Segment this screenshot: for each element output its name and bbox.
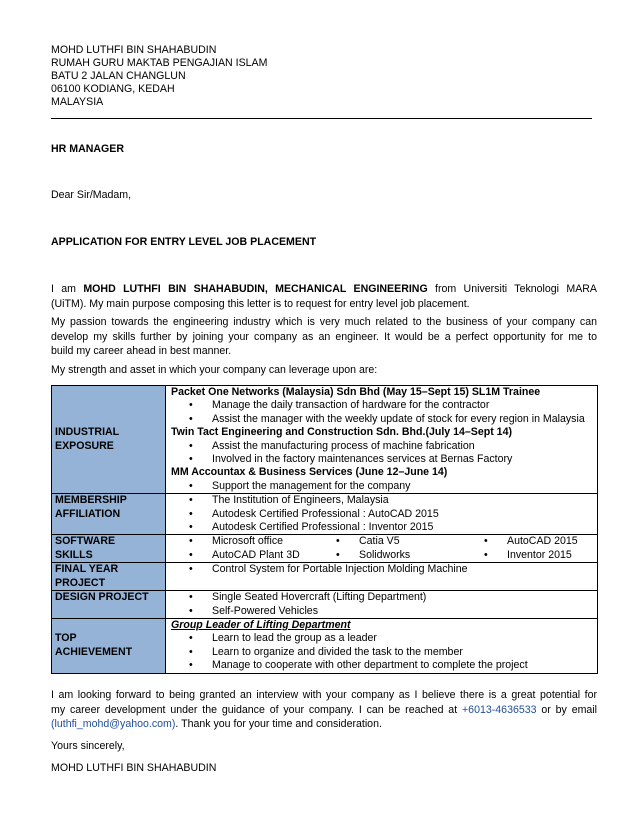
list-item: • Learn to lead the group as a leader <box>171 632 597 645</box>
recipient: HR MANAGER <box>51 143 124 155</box>
intro-rest: from Universiti Teknologi MARA <box>435 283 597 295</box>
list-item: • Assist the manager with the weekly update of stock for every region in Malaysia <box>171 413 597 426</box>
intro-name-bold: MOHD LUTHFI BIN SHAHABUDIN, MECHANICAL ENGINEERING <box>83 283 428 295</box>
list-item: • Manage to cooperate with other department to complete the project <box>171 659 597 672</box>
table-row-achievement <box>52 618 598 673</box>
passion-line-3: build my career ahead in best manner. <box>51 345 232 357</box>
software-row-2 <box>171 549 597 562</box>
list-item: • Assist the manufacturing process of machine fabrication <box>171 440 597 453</box>
label-design-project: DESIGN PROJECT <box>52 591 166 619</box>
label-final-year-project <box>52 563 166 591</box>
intro-line-1 <box>51 282 597 297</box>
intro-lead: I am <box>51 283 77 295</box>
label-project: PROJECT <box>55 576 106 589</box>
closing-line-2 <box>51 703 597 718</box>
design-content <box>166 591 598 619</box>
list-item: • Microsoft office <box>171 535 318 548</box>
achievement-content <box>166 618 598 673</box>
label-top-achievement <box>52 618 166 673</box>
intro-paragraph <box>51 282 597 311</box>
label-skills: SKILLS <box>55 548 93 561</box>
list-item: • Control System for Portable Injection Molding Machine <box>171 563 597 576</box>
membership-content <box>166 494 598 535</box>
sender-address-line-2: BATU 2 JALAN CHANGLUN <box>51 70 186 82</box>
table-row-final-year <box>52 563 598 591</box>
table-row-membership <box>52 494 598 535</box>
label-software: SOFTWARE <box>55 535 116 548</box>
label-top: TOP <box>55 632 77 645</box>
closing-paragraph <box>51 688 597 732</box>
subject-line: APPLICATION FOR ENTRY LEVEL JOB PLACEMENT <box>51 236 317 248</box>
closing-email-text: or by email <box>541 703 598 716</box>
closing-line-3 <box>51 717 597 732</box>
qualifications-table <box>51 385 598 674</box>
job-heading-twin-tact: Twin Tact Engineering and Construction Sdn. Bhd.(July 14–Sept 14) <box>171 426 512 439</box>
closing-reach-text: my career development under the guidance of your company. I can be reached at <box>51 703 458 716</box>
label-membership-affiliation <box>52 494 166 535</box>
label-industrial: INDUSTRIAL <box>55 426 120 439</box>
job-heading-mm-accountax: MM Accountax & Business Services (June 12–June 14) <box>171 466 448 479</box>
list-item: • Involved in the factory maintenances services at Bernas Factory <box>171 453 597 466</box>
list-item: • Support the management for the company <box>171 480 597 493</box>
job-heading-packet-one: Packet One Networks (Malaysia) Sdn Bhd (May 15–Sept 15) SL1M Trainee <box>171 386 541 398</box>
sender-address-line-3: 06100 KODIANG, KEDAH <box>51 83 175 95</box>
strength-intro: My strength and asset in which your company can leverage upon are: <box>51 364 378 376</box>
list-item: • AutoCAD 2015 <box>466 535 578 548</box>
label-membership: MEMBERSHIP <box>55 494 127 507</box>
label-industrial-exposure <box>52 386 166 494</box>
list-item: • The Institution of Engineers, Malaysia <box>171 494 597 507</box>
signature-name: MOHD LUTHFI BIN SHAHABUDIN <box>51 762 217 774</box>
intro-line-2: (UiTM). My main purpose composing this letter is to request for entry level job placement. <box>51 297 470 310</box>
label-software-skills <box>52 535 166 563</box>
header-divider <box>51 118 592 119</box>
software-row-1 <box>171 535 597 548</box>
closing-thanks: . Thank you for your time and consideration. <box>175 718 382 730</box>
salutation: Dear Sir/Madam, <box>51 189 132 201</box>
final-year-content <box>166 563 598 591</box>
label-exposure: EXPOSURE <box>55 439 114 452</box>
list-item: • Autodesk Certified Professional : Inventor 2015 <box>171 521 597 534</box>
list-item: • Single Seated Hovercraft (Lifting Department) <box>171 591 597 604</box>
label-final-year: FINAL YEAR <box>55 563 119 576</box>
sender-name: MOHD LUTHFI BIN SHAHABUDIN <box>51 44 217 56</box>
email-link[interactable]: (luthfi_mohd@yahoo.com) <box>51 718 176 730</box>
industrial-content <box>166 386 598 494</box>
phone-link[interactable]: +6013-4636533 <box>462 703 537 716</box>
achievement-heading: Group Leader of Lifting Department <box>171 618 351 631</box>
table-row-design <box>52 591 598 619</box>
table-row-software <box>52 535 598 563</box>
table-row-industrial <box>52 386 598 494</box>
label-achievement: ACHIEVEMENT <box>55 645 133 658</box>
signoff: Yours sincerely, <box>51 740 125 752</box>
list-item: • Autodesk Certified Professional : AutoCAD 2015 <box>171 508 597 521</box>
list-item: • Inventor 2015 <box>466 549 572 562</box>
passion-line-2: develop my skills further by joining your company as an engineer. It would be a perfect opportunity for me to <box>51 330 597 343</box>
sender-country: MALAYSIA <box>51 96 104 108</box>
list-item: • Self-Powered Vehicles <box>171 605 597 618</box>
closing-line-1: I am looking forward to being granted an interview with your company as I believe there is a great potential for <box>51 689 597 701</box>
list-item: • Learn to organize and divided the task to the member <box>171 646 597 659</box>
list-item: • Catia V5 <box>318 535 466 548</box>
list-item: • Solidworks <box>318 549 466 562</box>
label-affiliation: AFFILIATION <box>55 507 121 520</box>
sender-address-line-1: RUMAH GURU MAKTAB PENGAJIAN ISLAM <box>51 57 268 69</box>
software-content <box>166 535 598 563</box>
list-item: • AutoCAD Plant 3D <box>171 549 318 562</box>
passion-paragraph <box>51 315 597 359</box>
passion-line-1: My passion towards the engineering industry which is very much related to the business of your company can <box>51 316 597 328</box>
list-item: • Manage the daily transaction of hardware for the contractor <box>171 399 597 412</box>
